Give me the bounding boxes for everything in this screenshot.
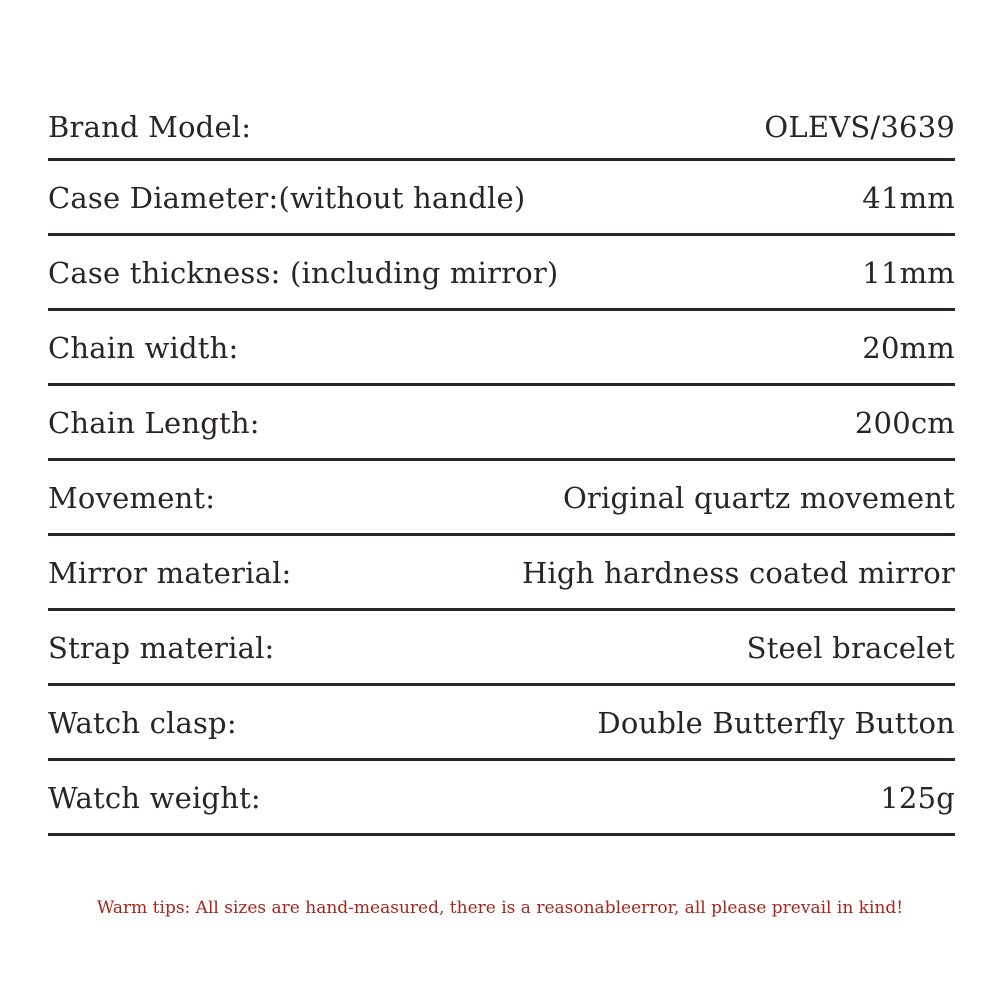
spec-value: 200cm — [854, 406, 955, 440]
spec-label: Chain width: — [48, 331, 239, 365]
spec-label: Case Diameter:(without handle) — [48, 181, 526, 215]
spec-value: 41mm — [862, 181, 955, 215]
spec-value: Double Butterfly Button — [597, 706, 955, 740]
spec-row-strap-material — [48, 611, 955, 686]
spec-row-case-thickness — [48, 236, 955, 311]
spec-value: 11mm — [862, 256, 955, 290]
spec-label: Case thickness: (including mirror) — [48, 256, 559, 290]
spec-label: Strap material: — [48, 631, 275, 665]
spec-label: Mirror material: — [48, 556, 292, 590]
spec-row-chain-width — [48, 311, 955, 386]
spec-label: Watch weight: — [48, 781, 261, 815]
spec-value: Steel bracelet — [746, 631, 955, 665]
spec-row-case-diameter — [48, 161, 955, 236]
spec-value: High hardness coated mirror — [521, 556, 955, 590]
spec-value: 125g — [880, 781, 955, 815]
spec-row-movement — [48, 461, 955, 536]
spec-label: Brand Model: — [48, 110, 252, 144]
spec-row-chain-length — [48, 386, 955, 461]
spec-row-watch-weight — [48, 761, 955, 836]
spec-value: OLEVS/3639 — [764, 110, 955, 144]
spec-row-brand-model — [48, 94, 955, 161]
spec-value: 20mm — [862, 331, 955, 365]
warm-tip-note: Warm tips: All sizes are hand-measured, there is a reasonableerror, all please prevail in kind! — [96, 898, 904, 918]
spec-label: Watch clasp: — [48, 706, 237, 740]
spec-label: Chain Length: — [48, 406, 260, 440]
spec-row-watch-clasp — [48, 686, 955, 761]
spec-value: Original quartz movement — [562, 481, 955, 515]
spec-row-mirror-material — [48, 536, 955, 611]
spec-table — [48, 94, 955, 836]
spec-label: Movement: — [48, 481, 216, 515]
